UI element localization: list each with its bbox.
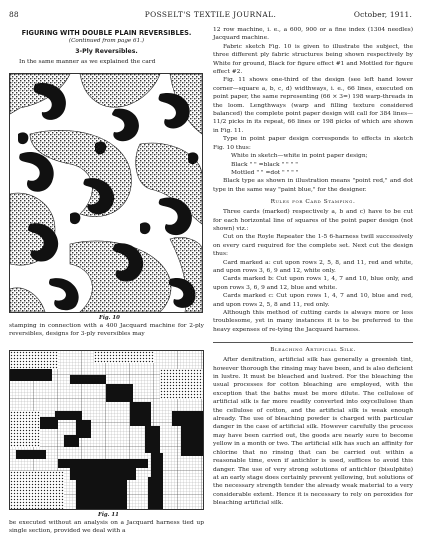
point-paper-figure: [9, 350, 204, 510]
section-subhead: 3-Ply Reversibles.: [75, 48, 138, 55]
point-paper-image: [10, 351, 203, 509]
page-number: 88: [9, 10, 19, 19]
bottom-paragraph: [9, 519, 204, 536]
right-paragraph-1: 12 row machine, i. e., a 600, 900 or a fine index (1304 needles) Jacquard machine.: [213, 27, 413, 42]
section-divider: [213, 342, 413, 343]
right-paragraph-4: Type in point paper design corresponds to effects in sketch Fig. 10 thus:: [213, 136, 413, 151]
card-stamping-heading: Rules for Card Stamping.: [270, 199, 356, 206]
right-paragraph-6: Three cards (marked) respectively a, b and c) have to be cut for each horizontal line of squares of the point paper design (not shown) viz.:: [213, 209, 413, 232]
table-row-white: White in sketch—white in point paper design;: [231, 153, 368, 160]
table-row-black: Black " " =black " " " ": [231, 161, 298, 168]
right-column: [213, 26, 413, 508]
left-column: [9, 29, 204, 66]
intro-paragraph: In the same manner as we explained the card: [19, 59, 156, 65]
stamping-paragraph: [9, 322, 204, 339]
right-paragraph-8: Card marked a: cut upon rows 2, 5, 8, and 11, red and white, and upon rows 3, 6, 9 and 12, white only.: [213, 259, 413, 274]
issue-date: October, 1911.: [353, 10, 412, 19]
bleaching-heading: Bleaching Artificial Silk.: [270, 347, 356, 354]
right-paragraph-12: After denitration, artificial silk has generally a greenish tint, however thorough the rinsing may have been, and is also deficient in lustre. It must be bleached and lustred. For the bleaching the usual processes for cotton bleaching are employed, with the exception that the baths must be more dilute. The cellulose of artificial silk is far more readily converted into oxycellulose than the cellulose of cotton, and the artificial silk is weak enough already. The use of bleaching powder is charged with particular danger in the case of artificial silk. However carefully the process may have been carried out, the goods are nearly sure to become yellow in a month or two. The artificial silk has such an affinity for chlorine that no rinsing that can be carried out within a reasonable time, even if antichlor is used, suffices to avoid this danger. The use of very strong solutions of antichlor (bisulphite) at an early stage does certainly prevent yellowing, but solutions of the necessary strength tender the already weak material to a very considerable extent. Hence it is necessary to rely on peroxides for bleaching artificial silk.: [213, 357, 413, 507]
continued-note: (Continued from page 61.): [68, 38, 145, 44]
article-title: FIGURING WITH DOUBLE PLAIN REVERSIBLES.: [21, 29, 192, 37]
fabric-sketch-figure: [9, 73, 203, 313]
right-paragraph-3: Fig. 11 shows one-third of the design (see left hand lower corner—square a, b, c, d) widthways, i. e., 66 lines, executed on point paper, the same representing (66 × 3=) 198 warp-threads in the loom. Lengthways (warp and filling texture considered balanced) the complete point paper design will call for 384 lines—11/2 picks in its repeat, 66 lines or 198 picks of which are shown in Fig. 11.: [213, 77, 413, 134]
right-paragraph-9: Cards marked b: Cut upon rows 1, 4, 7 and 10, blue only, and upon rows 3, 6, 9 and 12, blue and white.: [213, 276, 413, 291]
effect-correspondence-table: [213, 152, 413, 177]
fig11-caption: Fig. 11: [98, 512, 119, 518]
right-paragraph-2: Fabric sketch Fig. 10 is given to illustrate the subject, the three different ply fabric structures being shown respectively by White for ground, Black for figure effect #1 and Mottled for figure effect #2.: [213, 43, 413, 76]
right-paragraph-5: Black type as shown in illustration means "point red," and dot type in the same way "paint blue," for the designer.: [213, 178, 413, 193]
journal-title: POSSELT'S TEXTILE JOURNAL.: [144, 10, 277, 19]
page-header: [9, 10, 412, 22]
fabric-sketch-image: [10, 74, 202, 312]
right-paragraph-7: Cut on the Royle Repeater the 1-5 6-harness twill successively on every card required for the complete set. Next cut the design thus:: [213, 234, 413, 258]
stamping-text: stamping in connection with a 400 Jacquard machine for 2-ply reversibles, designs for 3-ply reversibles may: [9, 323, 204, 338]
right-paragraph-11: Although this method of cutting cards is always more or less troublesome, yet in many instances it is to be preferred to the heavy expenses of re-tying the Jacquard harness.: [213, 310, 413, 333]
fig10-caption: Fig. 10: [99, 315, 120, 321]
right-paragraph-10: Cards marked c: Cut upon rows 1, 4, 7 and 10, blue and red, and upon rows 2, 5, 8 and 11, red only.: [213, 293, 413, 308]
bottom-text: be executed without an analysis on a Jacquard harness tied up single section, provided we deal with a: [9, 520, 204, 535]
table-row-mottled: Mottled " " =dot " " " ": [231, 169, 299, 176]
